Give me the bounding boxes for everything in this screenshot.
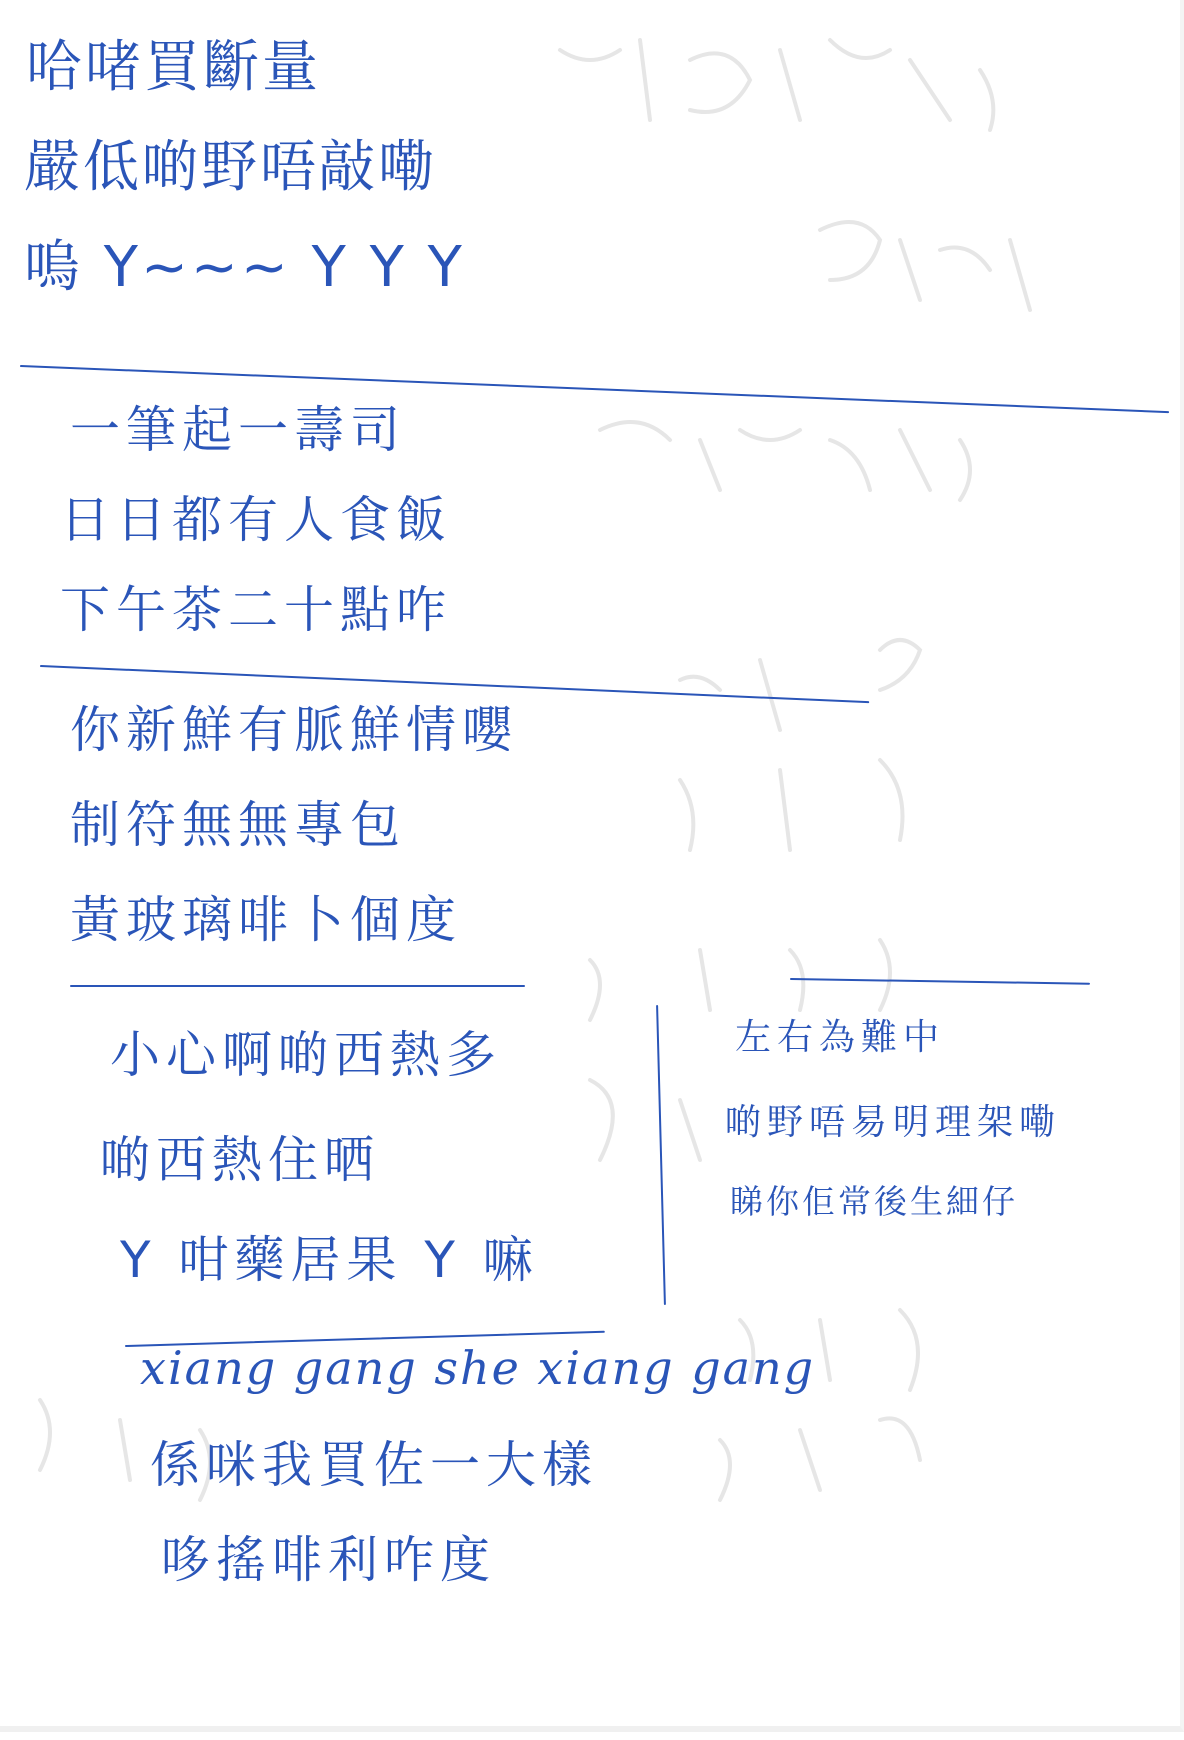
divider-3-left	[70, 985, 525, 987]
line-3-1: 你新鮮有脈鮮情嚶	[70, 701, 518, 759]
line-4-1: 小心啊啲西熱多	[110, 1026, 502, 1084]
line-4-3: Y 咁藥居果 Y 嘛	[120, 1231, 539, 1289]
line-5-2: 係咪我買佐一大樣	[150, 1436, 598, 1494]
line-1-1: 哈啫買斷量	[26, 35, 321, 100]
line-3-2: 制符無無專包	[70, 796, 406, 854]
line-1-3: 嗚 Y~~~ Y Y Y	[24, 235, 465, 300]
line-5-3: 哆搖啡利咋度	[160, 1531, 496, 1589]
line-4-2: 啲西熱住晒	[100, 1131, 380, 1189]
line-3-3: 黃玻璃啡卜個度	[70, 891, 462, 949]
line-2-1: 一筆起一壽司	[70, 401, 406, 459]
side-note-1: 左右為難中	[735, 1017, 946, 1058]
line-2-2: 日日都有人食飯	[60, 491, 452, 549]
side-note-3: 睇你佢常後生細仔	[730, 1182, 1018, 1221]
side-note-2: 啲野唔易明理架嘞	[725, 1102, 1062, 1143]
line-1-2: 嚴低啲野唔敲嘞	[24, 135, 437, 200]
romanized-line: xiang gang she xiang gang	[140, 1341, 816, 1395]
line-2-3: 下午茶二十點咋	[60, 581, 452, 639]
